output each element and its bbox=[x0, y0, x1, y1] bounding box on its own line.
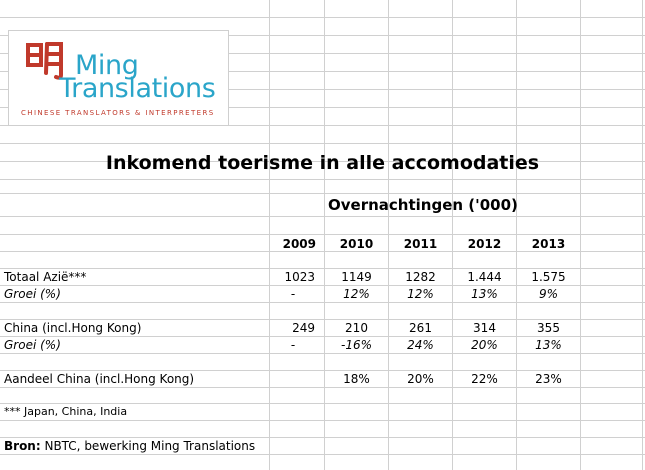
ming-translations-logo bbox=[8, 30, 229, 126]
cell-china-2010[interactable]: 210 bbox=[345, 321, 368, 335]
cell-groei-china-2010[interactable]: -16% bbox=[340, 338, 372, 352]
cell-groei-azie-2013[interactable]: 9% bbox=[538, 287, 559, 301]
cell-groei-azie-2010[interactable]: 12% bbox=[343, 287, 370, 301]
cell-totaal-2013[interactable]: 1.575 bbox=[531, 270, 566, 284]
cell-groei-china-2012[interactable]: 20% bbox=[471, 338, 498, 352]
cell-groei-azie-2012[interactable]: 13% bbox=[471, 287, 498, 301]
source-text: NBTC, bewerking Ming Translations bbox=[40, 439, 256, 453]
sheet-title[interactable]: Inkomend toerisme in alle accomodaties bbox=[105, 152, 540, 174]
year-header-2013[interactable]: 2013 bbox=[531, 237, 566, 251]
cell-china-2012[interactable]: 314 bbox=[473, 321, 496, 335]
year-header-2011[interactable]: 2011 bbox=[403, 237, 438, 251]
row-label-aandeel-china[interactable]: Aandeel China (incl.Hong Kong) bbox=[4, 372, 195, 386]
cell-totaal-2010[interactable]: 1149 bbox=[341, 270, 372, 284]
year-header-2009[interactable]: 2009 bbox=[282, 237, 316, 251]
cell-groei-china-2009[interactable]: - bbox=[290, 338, 296, 352]
row-label-groei-azie[interactable]: Groei (%) bbox=[4, 287, 61, 301]
row-label-groei-china[interactable]: Groei (%) bbox=[4, 338, 61, 352]
cell-groei-azie-2009[interactable]: - bbox=[290, 287, 296, 301]
logo-line1: Ming bbox=[75, 50, 139, 81]
cell-china-2011[interactable]: 261 bbox=[409, 321, 432, 335]
logo-line2: Translations bbox=[59, 73, 216, 104]
table-subtitle[interactable]: Overnachtingen ('000) bbox=[328, 196, 518, 214]
source-line[interactable] bbox=[4, 438, 255, 454]
logo-tagline: CHINESE TRANSLATORS & INTERPRETERS bbox=[21, 109, 215, 117]
row-label-totaal-azie[interactable]: Totaal Azië*** bbox=[4, 270, 87, 284]
cell-totaal-2012[interactable]: 1.444 bbox=[467, 270, 502, 284]
footnote[interactable]: *** Japan, China, India bbox=[4, 405, 128, 418]
cell-china-2009[interactable]: 249 bbox=[292, 321, 315, 335]
cell-groei-china-2013[interactable]: 13% bbox=[535, 338, 562, 352]
cell-totaal-2009[interactable]: 1023 bbox=[284, 270, 315, 284]
source-label: Bron: bbox=[4, 439, 41, 453]
row-label-china[interactable]: China (incl.Hong Kong) bbox=[4, 321, 142, 335]
cell-aandeel-2012[interactable]: 22% bbox=[471, 372, 498, 386]
logo-wordmark bbox=[59, 50, 216, 104]
cell-aandeel-2013[interactable]: 23% bbox=[535, 372, 562, 386]
cell-aandeel-2011[interactable]: 20% bbox=[407, 372, 434, 386]
cell-china-2013[interactable]: 355 bbox=[537, 321, 560, 335]
year-header-2010[interactable]: 2010 bbox=[339, 237, 374, 251]
year-header-2012[interactable]: 2012 bbox=[467, 237, 502, 251]
cell-totaal-2011[interactable]: 1282 bbox=[405, 270, 436, 284]
cell-groei-azie-2011[interactable]: 12% bbox=[407, 287, 434, 301]
cell-groei-china-2011[interactable]: 24% bbox=[407, 338, 434, 352]
cell-aandeel-2010[interactable]: 18% bbox=[343, 372, 370, 386]
